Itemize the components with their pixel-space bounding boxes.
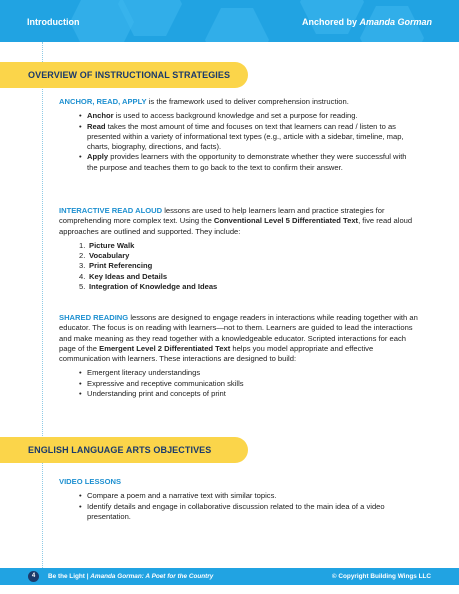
page-number: 4 <box>28 571 39 582</box>
video-lessons-heading: VIDEO LESSONS <box>59 477 122 486</box>
ela-banner <box>0 437 248 463</box>
section-title: Introduction <box>27 17 80 27</box>
list-item: • Understanding print and concepts of print <box>59 389 419 399</box>
arp-intro: ANCHOR, READ, APPLY is the framework used to deliver comprehension instruction. <box>59 97 349 106</box>
arp-list <box>59 111 419 173</box>
list-item: 3. Print Referencing <box>79 261 153 271</box>
list-item: • Apply provides learners with the opportunity to demonstrate whether they were successful with the purpose and teaches them to go back to the text to confirm their answer. <box>59 152 419 173</box>
list-item: 4. Key Ideas and Details <box>79 271 168 281</box>
ela-section <box>59 477 419 522</box>
list-item: • Compare a poem and a narrative text with similar topics. <box>59 491 419 501</box>
ira-intro: INTERACTIVE READ ALOUD lessons are used to help learners learn and practice strategies for comprehending more complex text. Using the Conventional Level 5 Differentiated Text, five read aloud approaches are outlined and supported. They include: <box>59 206 413 236</box>
shared-reading-section <box>59 313 419 399</box>
ira-list <box>59 241 419 292</box>
anchored-by-title: Anchored by Amanda Gorman <box>301 17 432 27</box>
footer-bar <box>0 568 459 585</box>
list-item: 2. Vocabulary <box>79 251 130 261</box>
list-item: • Identify details and engage in collaborative discussion related to the main idea of a video presentation. <box>59 502 419 523</box>
hexagon-decoration <box>205 8 269 42</box>
ira-section <box>59 206 419 292</box>
sr-intro: SHARED READING lessons are designed to engage readers in interactions while reading together with an educator. The focus is on reading with learners—not to them. Learners are guided to lead the interactions and make meaning as they read together with a knowledgeable educator. Scripted interactions for each page of the Emergent Level 2 Differentiated Text helps you model appropriate and effective communication with learners. These interactions are designed to build: <box>59 313 418 364</box>
ela-list <box>59 491 419 522</box>
list-item: • Anchor is used to access background knowledge and set a purpose for reading. <box>59 111 419 121</box>
header-bar <box>0 0 459 42</box>
list-item: • Emergent literacy understandings <box>59 368 419 378</box>
list-item: • Read takes the most amount of time and focuses on text that learners can read / listen to as presented within a variety of informational text types (e.g., article with a sidebar, timeline, map, charts, biography, directions, and facts). <box>59 122 419 153</box>
arp-section <box>59 97 419 173</box>
footer-title: Be the Light | Amanda Gorman: A Poet for the Country <box>48 573 214 580</box>
dotted-divider <box>42 42 43 570</box>
list-item: 1. Picture Walk <box>79 240 135 250</box>
footer-copyright: © Copyright Building Wings LLC <box>331 573 431 580</box>
overview-banner <box>0 62 248 88</box>
list-item: • Expressive and receptive communication skills <box>59 379 419 389</box>
overview-heading: OVERVIEW OF INSTRUCTIONAL STRATEGIES <box>28 70 231 80</box>
list-item: 5. Integration of Knowledge and Ideas <box>79 282 218 292</box>
ela-heading: ENGLISH LANGUAGE ARTS OBJECTIVES <box>28 445 212 455</box>
sr-list <box>59 368 419 399</box>
